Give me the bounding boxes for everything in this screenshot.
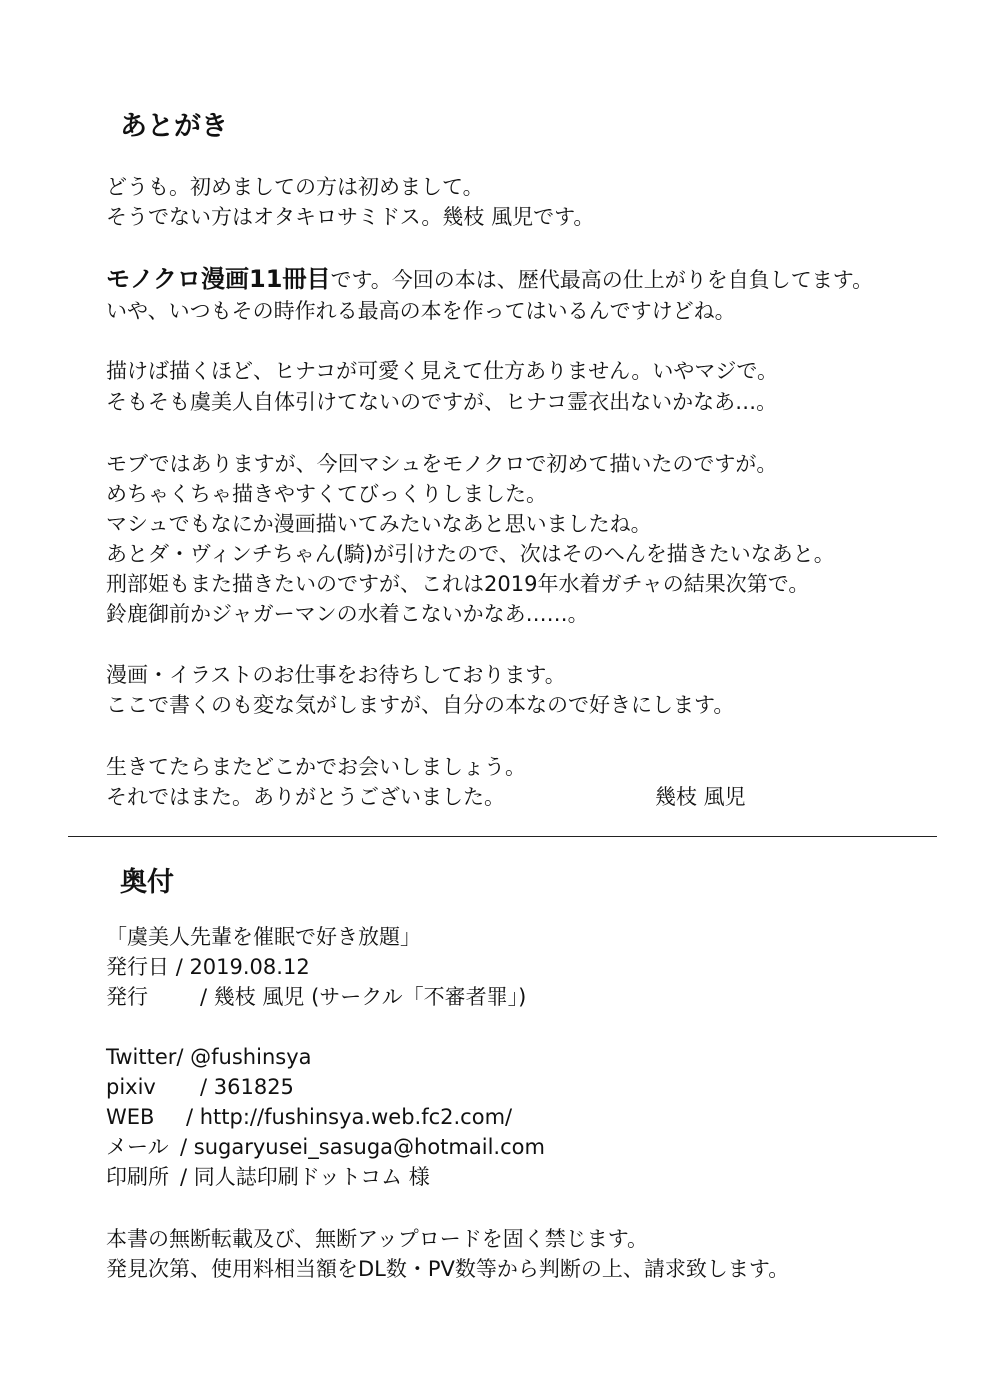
afterword-p3-line2: そもそも虞美人自体引けてないのですが、ヒナコ霊衣出ないかなあ…。 [106,390,778,414]
colophon-date-label: 発行日 [106,955,169,979]
afterword-p2-line2: いや、いつもその時作れる最高の本を作ってはいるんですけどね。 [106,299,736,323]
colophon-twitter-label: Twitter/ [106,1045,184,1069]
colophon-printer-row [106,1162,430,1192]
afterword-p1-line1: どうも。初めましての方は初めまして。 [106,175,484,199]
afterword-p5-line1: 漫画・イラストのお仕事をお待ちしております。 [106,663,566,687]
colophon-notice-line2: 発見次第、使用料相当額をDL数・PV数等から判断の上、請求致します。 [106,1257,790,1281]
afterword-p4-line1: モブではありますが、今回マシュをモノクロで初めて描いたのですが。 [106,452,778,476]
afterword-p5-line2: ここで書くのも変な気がしますが、自分の本なので好きにします。 [106,693,735,717]
afterword-heading: あとがき [120,111,228,142]
afterword-p4-line6: 鈴鹿御前かジャガーマンの水着こないかなあ……。 [106,602,589,626]
colophon-mail-row [106,1132,545,1162]
colophon-notice-line1: 本書の無断転載及び、無断アップロードを固く禁じます。 [106,1227,649,1251]
afterword-p4-line5: 刑部姫もまた描きたいのですが、これは2019年水着ガチャの結果次第で。 [106,572,810,596]
section-divider [68,836,937,837]
afterword-p2-line1 [106,264,873,295]
afterword-p3-line1: 描けば描くほど、ヒナコが可愛く見えて仕方ありません。いやマジで。 [106,359,778,383]
afterword-p6-line2: それではまた。ありがとうございました。 [106,785,505,809]
colophon-pixiv-label: pixiv [106,1075,156,1099]
afterword-p4-line2: めちゃくちゃ描きやすくてびっくりしました。 [106,482,547,506]
colophon-pixiv-row [106,1072,294,1102]
afterword-p6-line1: 生きてたらまたどこかでお会いしましょう。 [106,755,526,779]
afterword-signature: 幾枝 風児 [655,785,746,809]
colophon-pixiv-value: / 361825 [200,1075,294,1099]
colophon-printer-label: 印刷所 [106,1165,169,1189]
colophon-publisher-value: / 幾枝 風児 (サークル「不審者罪」) [200,985,527,1009]
colophon-twitter-row [106,1042,312,1072]
afterword-p1-line2: そうでない方はオタキロサミドス。幾枝 風児です。 [106,205,595,229]
colophon-twitter-value: @fushinsya [190,1045,312,1069]
colophon-web-row [106,1102,512,1132]
afterword-p2-line1-rest: です。今回の本は、歴代最高の仕上がりを自負してます。 [330,268,874,292]
afterword-emphasis: モノクロ漫画11冊目 [106,265,331,293]
afterword-p4-line4: あとダ・ヴィンチちゃん(騎)が引けたので、次はそのへんを描きたいなあと。 [106,542,835,566]
afterword-p4-line3: マシュでもなにか漫画描いてみたいなあと思いましたね。 [106,512,652,536]
colophon-heading: 奥付 [120,867,174,898]
colophon-publisher-label: 発行 [106,985,148,1009]
colophon-mail-value: / sugaryusei_sasuga@hotmail.com [180,1135,545,1159]
colophon-printer-value: / 同人誌印刷ドットコム 様 [180,1165,430,1189]
colophon-date-row [106,952,310,982]
colophon-web-label: WEB [106,1105,155,1129]
colophon-mail-label: メール [106,1135,169,1159]
colophon-publisher-row [106,982,526,1012]
colophon-title: 「虞美人先輩を催眠で好き放題」 [106,925,421,949]
colophon-web-value: / http://fushinsya.web.fc2.com/ [186,1105,513,1129]
colophon-date-value: / 2019.08.12 [175,955,310,979]
